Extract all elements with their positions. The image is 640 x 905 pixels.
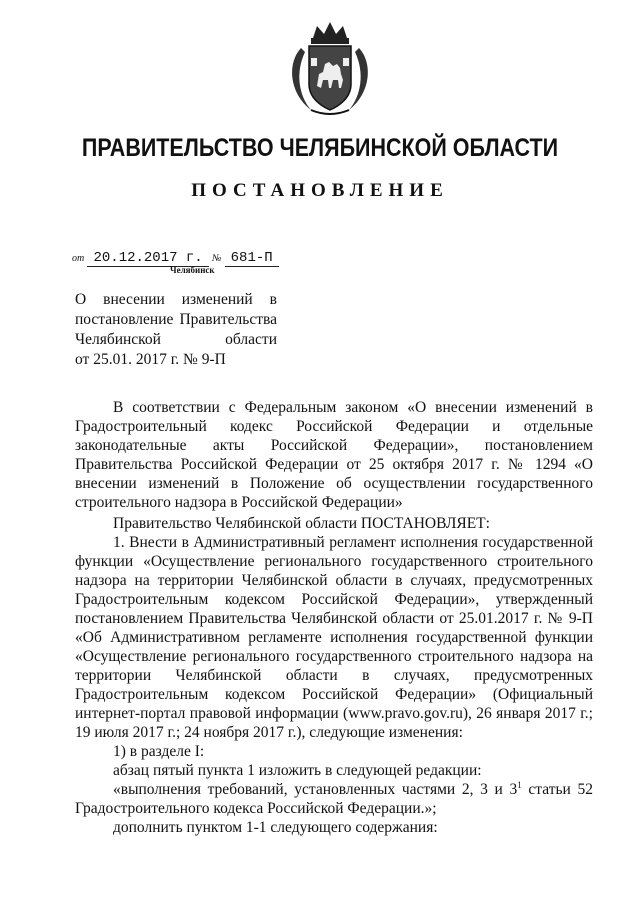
paragraph-resolution: Правительство Челябинской области ПОСТАНОВЛЯЕТ:	[113, 515, 490, 532]
subject-word: Челябинской	[75, 331, 161, 348]
quote-text-start: «выполнения требований, установленных частями 2, 3 и 3	[113, 781, 518, 798]
paragraph-preamble: В соответствии с Федеральным законом «О внесении изменений в Градостроительный кодекс Российской Федерации и отдельные законодательные акты Российской Федерации», постановлением Правительства Российской Федерации от 25 октября 2017 г. № 1294 «О внесении изменений в Положение об осуществлении государственного строительного надзора в Российской Федерации»	[75, 399, 593, 511]
document-type-title: ПОСТАНОВЛЕНИЕ	[191, 180, 449, 201]
paragraph-addition: дополнить пунктом 1-1 следующего содержания:	[113, 819, 438, 836]
subject-line	[75, 330, 277, 350]
paragraph-item-1: 1. Внести в Административный регламент исполнения государственной функции «Осуществление регионального государственного строительного надзора на территории Челябинской области в случаях, предусмотренных Градостроительным кодексом Российской Федерации», утвержденный постановлением Правительства Челябинской области от 25.01.2017 г. № 9-П «Об Административном регламенте исполнения государственной функции «Осуществление регионального государственного строительного надзора на территории Челябинской области в случаях, предусмотренных Градостроительным кодексом Российской Федерации» (Официальный интернет-портал правовой информации (www.pravo.gov.ru), 26 января 2017 г.; 19 июля 2017 г.; 24 ноября 2017 г.), следующие изменения:	[75, 534, 593, 741]
number-label: №	[211, 253, 222, 264]
subject-word: области	[225, 331, 277, 348]
date-value: 20.12.2017 г.	[87, 250, 208, 267]
document-number: 681-П	[225, 250, 279, 267]
paragraph-section-1: 1) в разделе I:	[113, 743, 205, 760]
subject-word: постановление	[75, 311, 174, 328]
quote-superscript: 1	[517, 779, 522, 790]
paragraph-instruction: абзац пятый пункта 1 изложить в следующей редакции:	[113, 762, 482, 779]
subject-line	[75, 310, 277, 330]
subject-word: О	[75, 291, 87, 308]
subject-line	[75, 290, 277, 310]
subject-word: в	[269, 291, 277, 308]
document-body	[75, 398, 593, 837]
subject-word: внесении	[103, 291, 165, 308]
subject-line: от 25.01. 2017 г. № 9-П	[75, 351, 226, 368]
city-label: Челябинск	[170, 265, 215, 275]
coat-of-arms-emblem	[281, 18, 379, 118]
quote-text-end: статьи 52 Градостроительного кодекса Российской Федерации.»;	[75, 781, 593, 817]
government-title: ПРАВИТЕЛЬСТВО ЧЕЛЯБИНСКОЙ ОБЛАСТИ	[81, 134, 559, 162]
subject-word: Правительства	[179, 311, 277, 328]
document-subject	[75, 290, 277, 370]
date-label: от	[72, 253, 85, 264]
document-meta	[72, 249, 279, 266]
subject-word: изменений	[181, 291, 253, 308]
paragraph-quote	[75, 780, 593, 818]
